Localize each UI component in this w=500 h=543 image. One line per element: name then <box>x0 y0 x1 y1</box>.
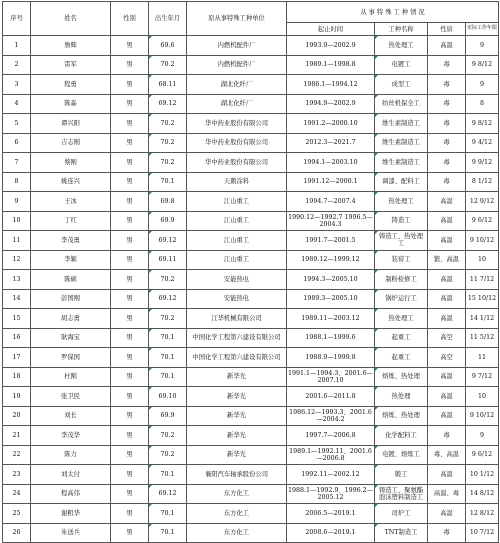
cell-seq: 4 <box>3 94 31 114</box>
cell-nature: 毒 <box>428 523 466 543</box>
cell-nature: 高温 <box>428 192 466 212</box>
cell-gender: 男 <box>111 172 149 192</box>
cell-birth: 69.12 <box>149 94 187 114</box>
table-row <box>3 231 499 251</box>
cell-nature: 毒 <box>428 94 466 114</box>
table-row <box>3 406 499 426</box>
table-row <box>3 75 499 95</box>
cell-period: 2001.6—2011.8 <box>287 387 375 407</box>
cell-seq: 23 <box>3 465 31 485</box>
cell-period: 1988.1—1999.6 <box>287 328 375 348</box>
cell-birth: 70.1 <box>149 172 187 192</box>
cell-nature: 毒 <box>428 133 466 153</box>
cell-years: 11 7/12 <box>466 270 499 290</box>
cell-unit: 襄阳汽车轴承股份公司 <box>187 465 287 485</box>
cell-period: 1991.1—1994.3、2001.6—2007.10 <box>287 367 375 387</box>
cell-nature: 高温 <box>428 211 466 231</box>
cell-job: TNT制造工 <box>375 523 428 543</box>
cell-seq: 14 <box>3 289 31 309</box>
cell-seq: 1 <box>3 36 31 56</box>
header-nature: 性质 <box>428 23 466 36</box>
cell-nature: 毒 <box>428 153 466 173</box>
cell-job: 制粉检修工 <box>375 270 428 290</box>
cell-nature: 毒 <box>428 55 466 75</box>
cell-years: 9 <box>466 426 499 446</box>
cell-period: 1991.12—2000.1 <box>287 172 375 192</box>
cell-seq: 22 <box>3 445 31 465</box>
cell-period: 1997.7—2006.8 <box>287 426 375 446</box>
cell-years: 9 10/12 <box>466 406 499 426</box>
cell-period: 2006.5—2019.1 <box>287 504 375 524</box>
cell-years: 9 9/12 <box>466 153 499 173</box>
cell-birth: 69.6 <box>149 36 187 56</box>
cell-period: 1986.12—1993.3、2001.6—2004.2 <box>287 406 375 426</box>
cell-birth: 69.9 <box>149 211 187 231</box>
header-job: 工种名称 <box>375 23 428 36</box>
cell-seq: 5 <box>3 114 31 134</box>
cell-job: 锅炉运行工 <box>375 289 428 309</box>
cell-period: 1989.1—1992.11、2001.6—2006.8 <box>287 445 375 465</box>
cell-unit: 东方化工 <box>187 523 287 543</box>
table-row <box>3 114 499 134</box>
cell-job: 热处理 <box>375 387 428 407</box>
cell-job: 电镀工 <box>375 55 428 75</box>
cell-years: 9 <box>466 36 499 56</box>
cell-nature: 毒 <box>428 114 466 134</box>
cell-years: 9 <box>466 75 499 95</box>
cell-years: 9 6/12 <box>466 445 499 465</box>
cell-name: 程勇 <box>31 75 111 95</box>
cell-seq: 25 <box>3 504 31 524</box>
cell-period: 1989.12—1999.12 <box>287 250 375 270</box>
cell-seq: 6 <box>3 133 31 153</box>
cell-nature: 繁、高温 <box>428 250 466 270</box>
cell-birth: 70.2 <box>149 114 187 134</box>
cell-seq: 17 <box>3 348 31 368</box>
cell-gender: 男 <box>111 445 149 465</box>
cell-name: 蔡刚 <box>31 153 111 173</box>
cell-nature: 毒 <box>428 426 466 446</box>
cell-gender: 男 <box>111 328 149 348</box>
cell-nature: 高温 <box>428 309 466 329</box>
cell-period: 1992.11—2002.12 <box>287 465 375 485</box>
cell-unit: 湖北化纤厂 <box>187 75 287 95</box>
cell-unit: 安能热电 <box>187 289 287 309</box>
cell-nature: 高温 <box>428 289 466 309</box>
cell-nature: 高温 <box>428 406 466 426</box>
cell-gender: 男 <box>111 387 149 407</box>
cell-birth: 70.2 <box>149 426 187 446</box>
cell-job: 维生素制造工 <box>375 114 428 134</box>
cell-gender: 男 <box>111 367 149 387</box>
cell-name: 李茂华 <box>31 426 111 446</box>
cell-birth: 70.1 <box>149 504 187 524</box>
cell-gender: 男 <box>111 192 149 212</box>
cell-gender: 男 <box>111 133 149 153</box>
cell-years: 14 8/12 <box>466 484 499 504</box>
cell-birth: 70.1 <box>149 348 187 368</box>
cell-seq: 2 <box>3 55 31 75</box>
cell-name: 詹辉 <box>31 36 111 56</box>
cell-name: 丁红 <box>31 211 111 231</box>
cell-unit: 安能热电 <box>187 270 287 290</box>
cell-seq: 3 <box>3 75 31 95</box>
cell-name: 谢粗华 <box>31 504 111 524</box>
header-group: 从 事 特 殊 工 种 情 况 <box>287 2 499 23</box>
cell-nature: 高温 <box>428 231 466 251</box>
cell-seq: 11 <box>3 231 31 251</box>
cell-gender: 男 <box>111 55 149 75</box>
cell-years: 9 7/12 <box>466 367 499 387</box>
cell-job: 成型工 <box>375 75 428 95</box>
cell-unit: 江山重工 <box>187 211 287 231</box>
cell-birth: 69.11 <box>149 250 187 270</box>
table-row <box>3 367 499 387</box>
cell-gender: 男 <box>111 426 149 446</box>
cell-unit: 江山重工 <box>187 250 287 270</box>
cell-job: 调漆、配料工 <box>375 172 428 192</box>
cell-name: 程高伟 <box>31 484 111 504</box>
cell-seq: 21 <box>3 426 31 446</box>
cell-period: 1991.2—2000.10 <box>287 114 375 134</box>
table-row <box>3 270 499 290</box>
cell-period: 1989.1—1998.8 <box>287 55 375 75</box>
cell-birth: 70.2 <box>149 445 187 465</box>
cell-period: 1993.9—2002.9 <box>287 36 375 56</box>
cell-name: 张卫民 <box>31 387 111 407</box>
cell-name: 吉志刚 <box>31 133 111 153</box>
cell-seq: 12 <box>3 250 31 270</box>
cell-gender: 男 <box>111 484 149 504</box>
header-name: 姓名 <box>31 2 111 36</box>
cell-birth: 70.1 <box>149 465 187 485</box>
cell-period: 2012.3—2021.7 <box>287 133 375 153</box>
cell-name: 陈力 <box>31 445 111 465</box>
table-row <box>3 250 499 270</box>
table-row <box>3 133 499 153</box>
cell-job: 装窑工 <box>375 250 428 270</box>
cell-seq: 10 <box>3 211 31 231</box>
cell-nature: 高温 <box>428 367 466 387</box>
cell-years: 10 <box>466 250 499 270</box>
table-row <box>3 55 499 75</box>
cell-birth: 70.1 <box>149 523 187 543</box>
cell-seq: 20 <box>3 406 31 426</box>
cell-unit: 新华光 <box>187 387 287 407</box>
cell-job: 铸造工、聚氨酯泡沫塑料制造工 <box>375 484 428 504</box>
cell-nature: 高空 <box>428 328 466 348</box>
table-row <box>3 309 499 329</box>
cell-name: 李颖 <box>31 250 111 270</box>
cell-birth: 70.2 <box>149 153 187 173</box>
cell-nature: 高温 <box>428 465 466 485</box>
cell-gender: 男 <box>111 153 149 173</box>
cell-birth: 68.11 <box>149 75 187 95</box>
cell-job: 司炉工 <box>375 504 428 524</box>
cell-name: 朱送兵 <box>31 523 111 543</box>
cell-birth: 70.2 <box>149 309 187 329</box>
cell-nature: 高温、毒 <box>428 484 466 504</box>
cell-name: 陈硕 <box>31 270 111 290</box>
cell-period: 1990.12—1992.7 1996.5—2004.3 <box>287 211 375 231</box>
table-row <box>3 192 499 212</box>
cell-seq: 7 <box>3 153 31 173</box>
cell-job: 熔炼、热处理 <box>375 406 428 426</box>
cell-unit: 新华光 <box>187 406 287 426</box>
cell-unit: 新华光 <box>187 445 287 465</box>
cell-years: 8 <box>466 94 499 114</box>
cell-seq: 24 <box>3 484 31 504</box>
cell-gender: 男 <box>111 94 149 114</box>
cell-birth: 69.12 <box>149 484 187 504</box>
cell-job: 锻工 <box>375 465 428 485</box>
cell-name: 杜刚 <box>31 367 111 387</box>
cell-unit: 东方化工 <box>187 504 287 524</box>
cell-period: 1989.11—2003.12 <box>287 309 375 329</box>
cell-job: 维生素制造工 <box>375 133 428 153</box>
cell-birth: 70.2 <box>149 133 187 153</box>
cell-seq: 19 <box>3 387 31 407</box>
cell-job: 热处理工 <box>375 309 428 329</box>
cell-period: 1986.1—1994.12 <box>287 75 375 95</box>
table-row <box>3 348 499 368</box>
cell-job: 纺丝机保全工 <box>375 94 428 114</box>
cell-period: 1994.3—2005.10 <box>287 270 375 290</box>
cell-years: 15 10/12 <box>466 289 499 309</box>
table-row <box>3 484 499 504</box>
cell-name: 李茂勇 <box>31 231 111 251</box>
cell-period: 1994.1—2003.10 <box>287 153 375 173</box>
cell-job: 热处理工 <box>375 36 428 56</box>
cell-unit: 江华机械有限公司 <box>187 309 287 329</box>
table-row <box>3 445 499 465</box>
table-row <box>3 523 499 543</box>
cell-unit: 新华光 <box>187 367 287 387</box>
cell-years: 12 9/12 <box>466 192 499 212</box>
roster-table <box>2 1 499 543</box>
cell-gender: 男 <box>111 406 149 426</box>
table-row <box>3 328 499 348</box>
cell-seq: 9 <box>3 192 31 212</box>
cell-seq: 18 <box>3 367 31 387</box>
table-row <box>3 426 499 446</box>
cell-gender: 男 <box>111 270 149 290</box>
cell-job: 铸造工 <box>375 211 428 231</box>
header-unit: 原从事特殊工种单位 <box>187 2 287 36</box>
cell-name: 罗保国 <box>31 348 111 368</box>
table-row <box>3 387 499 407</box>
table-row <box>3 211 499 231</box>
cell-period: 1988.1—1992.9、1996.2—2005.12 <box>287 484 375 504</box>
cell-nature: 毒、高温 <box>428 445 466 465</box>
cell-name: 王冰 <box>31 192 111 212</box>
cell-name: 刘太付 <box>31 465 111 485</box>
cell-gender: 男 <box>111 523 149 543</box>
cell-unit: 天鹅涂料 <box>187 172 287 192</box>
cell-name: 耿海宝 <box>31 328 111 348</box>
cell-years: 10 7/12 <box>466 523 499 543</box>
cell-nature: 高空 <box>428 348 466 368</box>
table-row <box>3 465 499 485</box>
table-row <box>3 504 499 524</box>
cell-job: 铸造工、热处理工 <box>375 231 428 251</box>
cell-gender: 男 <box>111 465 149 485</box>
cell-years: 9 4/12 <box>466 133 499 153</box>
cell-job: 维生素制造工 <box>375 153 428 173</box>
cell-nature: 高温 <box>428 36 466 56</box>
cell-gender: 男 <box>111 309 149 329</box>
cell-period: 1994.7—2007.4 <box>287 192 375 212</box>
cell-job: 热处理工 <box>375 192 428 212</box>
cell-birth: 70.1 <box>149 328 187 348</box>
cell-gender: 男 <box>111 348 149 368</box>
cell-nature: 高温 <box>428 270 466 290</box>
cell-name: 刘长 <box>31 406 111 426</box>
table-row <box>3 94 499 114</box>
cell-unit: 新华光 <box>187 426 287 446</box>
header-seq: 序号 <box>3 2 31 36</box>
cell-unit: 湖北化纤厂 <box>187 94 287 114</box>
table-row <box>3 153 499 173</box>
cell-job: 熔炼、热处理 <box>375 367 428 387</box>
cell-birth: 69.12 <box>149 231 187 251</box>
cell-unit: 江山重工 <box>187 231 287 251</box>
cell-years: 10 1/12 <box>466 465 499 485</box>
cell-period: 1991.7—2001.5 <box>287 231 375 251</box>
cell-nature: 毒 <box>428 172 466 192</box>
cell-job: 电镀、熔炼工 <box>375 445 428 465</box>
cell-period: 1994.9—2002.9 <box>287 94 375 114</box>
table-row <box>3 289 499 309</box>
cell-period: 1989.3—2005.10 <box>287 289 375 309</box>
cell-name: 谭兴阳 <box>31 114 111 134</box>
header-period: 起止时间 <box>287 23 375 36</box>
cell-years: 11 <box>466 348 499 368</box>
cell-period: 2008.6—2019.1 <box>287 523 375 543</box>
cell-years: 10 <box>466 387 499 407</box>
cell-unit: 东方化工 <box>187 484 287 504</box>
cell-seq: 15 <box>3 309 31 329</box>
cell-gender: 男 <box>111 211 149 231</box>
cell-gender: 男 <box>111 504 149 524</box>
cell-years: 12 8/12 <box>466 504 499 524</box>
cell-birth: 69.8 <box>149 192 187 212</box>
cell-unit: 中国化学工程第六建设有限公司 <box>187 328 287 348</box>
cell-gender: 男 <box>111 231 149 251</box>
cell-job: 起重工 <box>375 348 428 368</box>
cell-seq: 16 <box>3 328 31 348</box>
cell-unit: 华中药业股份有限公司 <box>187 153 287 173</box>
cell-years: 9 10/12 <box>466 231 499 251</box>
cell-years: 8 1/12 <box>466 172 499 192</box>
cell-gender: 男 <box>111 36 149 56</box>
cell-nature: 高温 <box>428 387 466 407</box>
cell-unit: 华中药业股份有限公司 <box>187 133 287 153</box>
cell-seq: 13 <box>3 270 31 290</box>
cell-name: 陈淼 <box>31 94 111 114</box>
cell-birth: 69.10 <box>149 387 187 407</box>
cell-years: 9 8/12 <box>466 55 499 75</box>
cell-name: 雷军 <box>31 55 111 75</box>
cell-years: 11 5/12 <box>466 328 499 348</box>
cell-birth: 70.1 <box>149 367 187 387</box>
cell-unit: 华中药业股份有限公司 <box>187 114 287 134</box>
cell-gender: 男 <box>111 75 149 95</box>
cell-unit: 内燃机配件厂 <box>187 36 287 56</box>
cell-gender: 男 <box>111 289 149 309</box>
cell-unit: 内燃机配件厂 <box>187 55 287 75</box>
header-years: 实际工作年限 <box>466 23 499 36</box>
cell-unit: 中国化学工程第六建设有限公司 <box>187 348 287 368</box>
cell-job: 起重工 <box>375 328 428 348</box>
cell-period: 1988.9—1999.8 <box>287 348 375 368</box>
cell-seq: 26 <box>3 523 31 543</box>
cell-birth: 70.2 <box>149 55 187 75</box>
cell-birth: 69.12 <box>149 289 187 309</box>
cell-unit: 江山重工 <box>187 192 287 212</box>
cell-years: 9 6/12 <box>466 211 499 231</box>
cell-seq: 8 <box>3 172 31 192</box>
cell-job: 化学配料工 <box>375 426 428 446</box>
cell-years: 9 8/12 <box>466 114 499 134</box>
cell-nature: 高温 <box>428 504 466 524</box>
table-row <box>3 172 499 192</box>
roster-sheet <box>2 1 498 543</box>
cell-gender: 男 <box>111 114 149 134</box>
cell-name: 胡志勇 <box>31 309 111 329</box>
roster-body <box>3 36 499 543</box>
table-row <box>3 36 499 56</box>
header-gender: 性别 <box>111 2 149 36</box>
cell-name: 彭国刚 <box>31 289 111 309</box>
cell-birth: 69.9 <box>149 406 187 426</box>
header-birth: 出生年月 <box>149 2 187 36</box>
cell-name: 姚连兴 <box>31 172 111 192</box>
cell-gender: 男 <box>111 250 149 270</box>
cell-birth: 70.2 <box>149 270 187 290</box>
cell-years: 14 1/12 <box>466 309 499 329</box>
cell-nature: 毒 <box>428 75 466 95</box>
